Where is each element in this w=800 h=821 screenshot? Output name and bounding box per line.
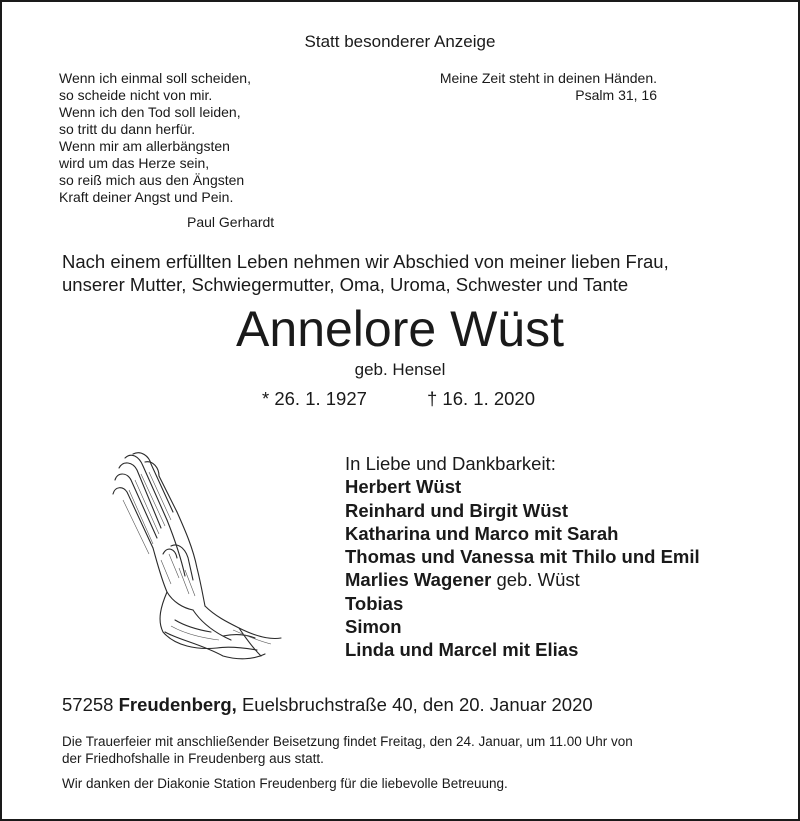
thanks-note: Wir danken der Diakonie Station Freudenberg für die liebevolle Betreuung. — [62, 776, 508, 791]
poem-line: wird um das Herze sein, — [59, 155, 210, 171]
maiden-name: geb. Hensel — [354, 360, 446, 379]
mourner-name: Katharina und Marco mit Sarah — [345, 522, 619, 544]
mourner-name: Linda und Marcel mit Elias — [345, 639, 579, 661]
notice-line: der Friedhofshalle in Freudenberg aus statt. — [62, 751, 324, 766]
praying-hands-icon — [105, 450, 285, 662]
poem-line: Wenn mir am allerbängsten — [59, 138, 230, 154]
poem-line: Wenn ich den Tod soll leiden, — [59, 104, 241, 120]
intro-line: Nach einem erfüllten Leben nehmen wir Abschied von meiner lieben Frau, — [62, 251, 669, 272]
notice-line: Die Trauerfeier mit anschließender Beisetzung findet Freitag, den 24. Januar, um 11.00 Uhr von — [62, 734, 633, 749]
birth-date: * 26. 1. 1927 — [262, 388, 367, 409]
mourner-entry — [345, 545, 700, 568]
mourner-entry — [345, 638, 700, 661]
poem-line: Kraft deiner Angst und Pein. — [59, 189, 234, 205]
postcode: 57258 — [62, 694, 114, 715]
poem-author: Paul Gerhardt — [187, 214, 275, 230]
mourner-name: Simon — [345, 616, 402, 638]
death-date: † 16. 1. 2020 — [427, 388, 536, 409]
intro-line: unserer Mutter, Schwiegermutter, Oma, Uroma, Schwester und Tante — [62, 274, 629, 295]
address-line — [62, 694, 593, 716]
poem-line: Wenn ich einmal soll scheiden, — [59, 70, 251, 86]
mourner-entry — [345, 475, 700, 498]
verse-text: Meine Zeit steht in deinen Händen. — [439, 70, 657, 86]
verse-reference: Psalm 31, 16 — [575, 87, 657, 103]
poem-line: so scheide nicht von mir. — [59, 87, 213, 103]
city: Freudenberg, — [118, 694, 237, 715]
header: Statt besonderer Anzeige — [304, 32, 496, 51]
mourner-entry — [345, 568, 700, 591]
mourners-list — [345, 452, 700, 662]
mourner-entry — [345, 499, 700, 522]
funeral-notice — [62, 733, 752, 767]
street-and-date: Euelsbruchstraße 40, den 20. Januar 2020 — [241, 694, 593, 715]
mourner-note: geb. Wüst — [491, 569, 580, 591]
mourner-entry — [345, 615, 700, 638]
mourner-entry — [345, 522, 700, 545]
mourner-name: Reinhard und Birgit Wüst — [345, 499, 569, 521]
mourner-name: Thomas und Vanessa mit Thilo und Emil — [345, 546, 700, 568]
bible-verse — [402, 70, 657, 104]
intro-text — [62, 250, 762, 296]
mourners-lead: In Liebe und Dankbarkeit: — [345, 453, 556, 474]
poem-line: so tritt du dann herfür. — [59, 121, 196, 137]
poem — [59, 70, 319, 206]
deceased-name: Annelore Wüst — [236, 301, 564, 357]
mourner-name: Marlies Wagener — [345, 569, 492, 591]
mourner-name: Herbert Wüst — [345, 476, 462, 498]
mourner-entry — [345, 592, 700, 615]
mourner-name: Tobias — [345, 592, 404, 614]
poem-line: so reiß mich aus den Ängsten — [59, 172, 245, 188]
